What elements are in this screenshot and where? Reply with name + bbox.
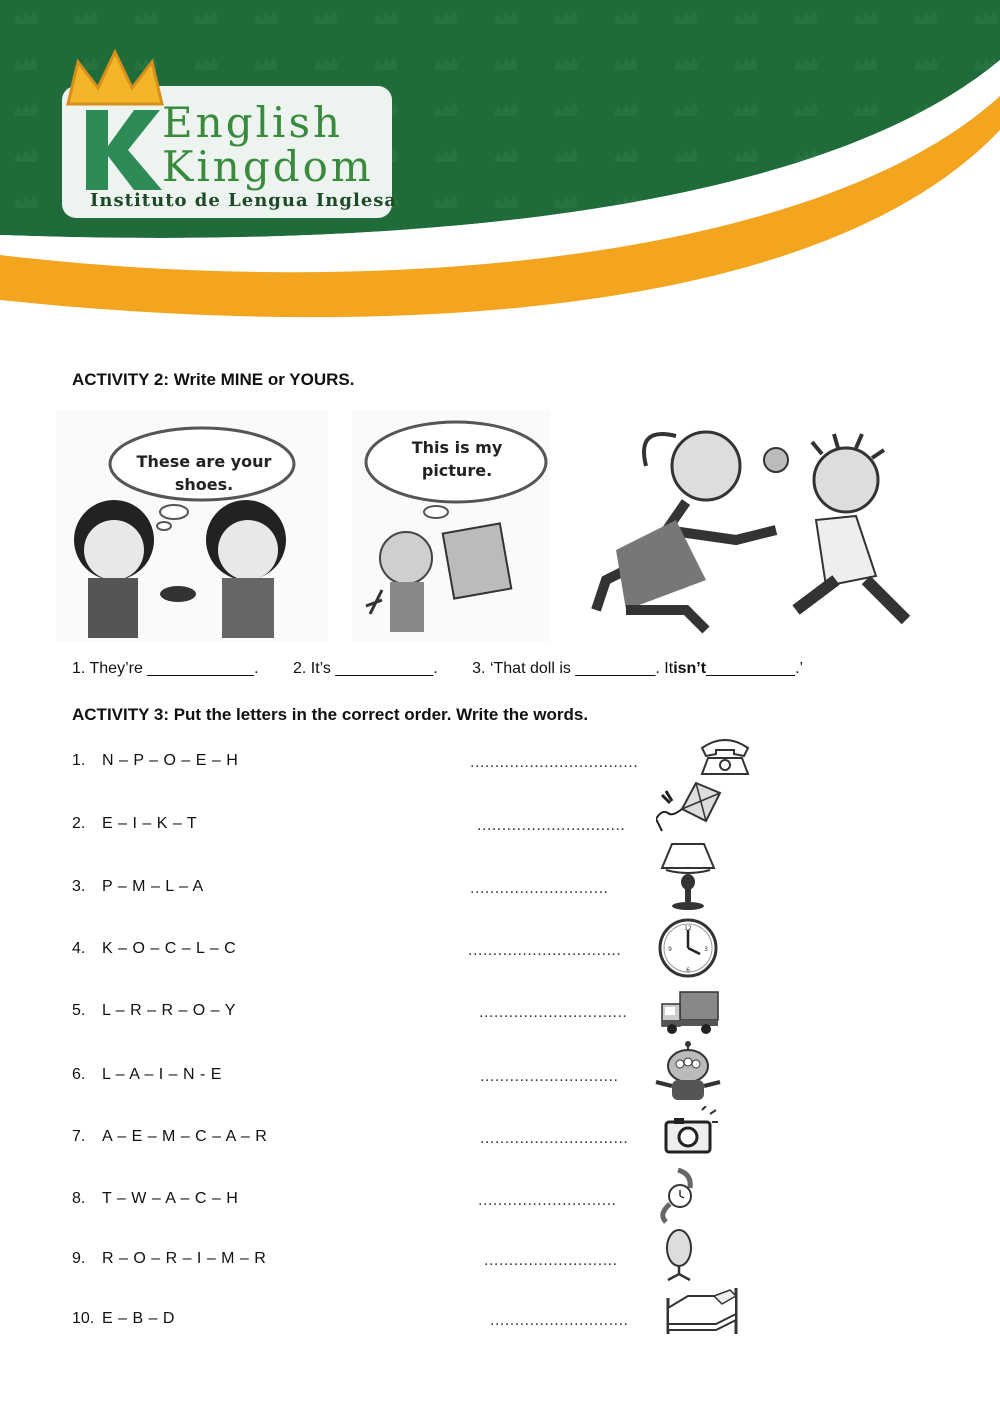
mirror-icon [662,1228,696,1282]
answer-blank[interactable]: ........................... [484,1252,618,1269]
logo-subtitle: Instituto de Lengua Inglesa [90,190,398,211]
item-letters: R – O – R – I – M – R [102,1250,267,1267]
activity3-heading-text: : Put the letters in the correct order. Write the words. [163,705,589,724]
activity3-heading-label: ACTIVITY 3 [72,705,164,724]
answer-blank[interactable]: .................................. [470,754,639,771]
item-number: 2. [72,815,86,832]
scene-two-girls [56,410,328,642]
activity2-answers [72,660,972,678]
alien-icon [652,1040,724,1106]
item-number: 7. [72,1128,86,1145]
logo-crown-k-icon [60,44,170,194]
item-number: 3. [72,878,86,895]
logo-text-kingdom: Kingdom [162,142,374,191]
item-number: 6. [72,1066,86,1083]
svg-text:3: 3 [704,946,708,953]
logo-text-english: English [162,98,344,147]
item-number: 4. [72,940,86,957]
answer-blank[interactable]: ............................ [470,880,609,897]
bubble-text-picture: This is my picture. [411,438,503,481]
answer-blank[interactable]: .............................. [477,817,626,834]
item-letters: E – B – D [102,1310,175,1327]
answer-3: 3. ‘That doll is _________. It [472,660,674,677]
two-girls-illustration [56,410,328,642]
answer-blank[interactable]: ............................ [478,1192,617,1209]
clock-icon [658,918,718,978]
list-item-7 [72,1128,772,1168]
list-item-5 [72,1002,772,1042]
list-item-8 [72,1190,772,1230]
answer-blank[interactable]: ............................ [480,1068,619,1085]
answer-blank[interactable]: .............................. [479,1004,628,1021]
list-item-4 [72,925,772,980]
item-letters: N – P – O – E – H [102,752,239,769]
svg-text:12: 12 [684,925,692,932]
kite-icon [656,781,722,833]
item-number: 5. [72,1002,86,1019]
answer-blank[interactable]: ............................ [490,1312,629,1329]
list-item-10 [72,1310,772,1350]
item-letters: T – W – A – C – H [102,1190,239,1207]
answer-2: 2. It’s ___________. [292,660,438,677]
item-letters: K – O – C – L – C [102,940,237,957]
list-item-3 [72,878,772,918]
telephone-icon [696,734,754,778]
camera-icon [664,1106,720,1156]
item-letters: L – R – R – O – Y [102,1002,236,1019]
answer-blank[interactable]: ............................... [468,942,622,959]
lorry-icon [660,988,720,1036]
activity2-heading: ACTIVITY 2: Write MINE or YOURS. [72,370,355,389]
bubble-text-shoes: These are your shoes. [136,452,272,495]
lamp-icon [658,840,718,912]
doll-fight-illustration [576,410,940,642]
answer-blank[interactable]: .............................. [480,1130,629,1147]
list-item-6 [72,1066,772,1106]
item-letters: A – E – M – C – A – R [102,1128,268,1145]
svg-text:9: 9 [668,946,672,953]
item-number: 8. [72,1190,86,1207]
scene-doll-fight [576,410,940,642]
item-letters: P – M – L – A [102,878,204,895]
watch-icon [656,1168,706,1224]
bed-icon [664,1284,740,1336]
item-letters: E – I – K – T [102,815,198,832]
answer-3-bold: isn’t [673,660,707,677]
item-letters: L – A – I – N - E [102,1066,222,1083]
svg-text:6: 6 [686,967,690,974]
item-number: 10. [72,1310,95,1327]
answer-1: 1. They’re ____________. [72,660,259,677]
item-number: 1. [72,752,86,769]
activity3-heading [72,705,588,725]
answer-3-end: __________.’ [706,660,804,677]
item-number: 9. [72,1250,86,1267]
